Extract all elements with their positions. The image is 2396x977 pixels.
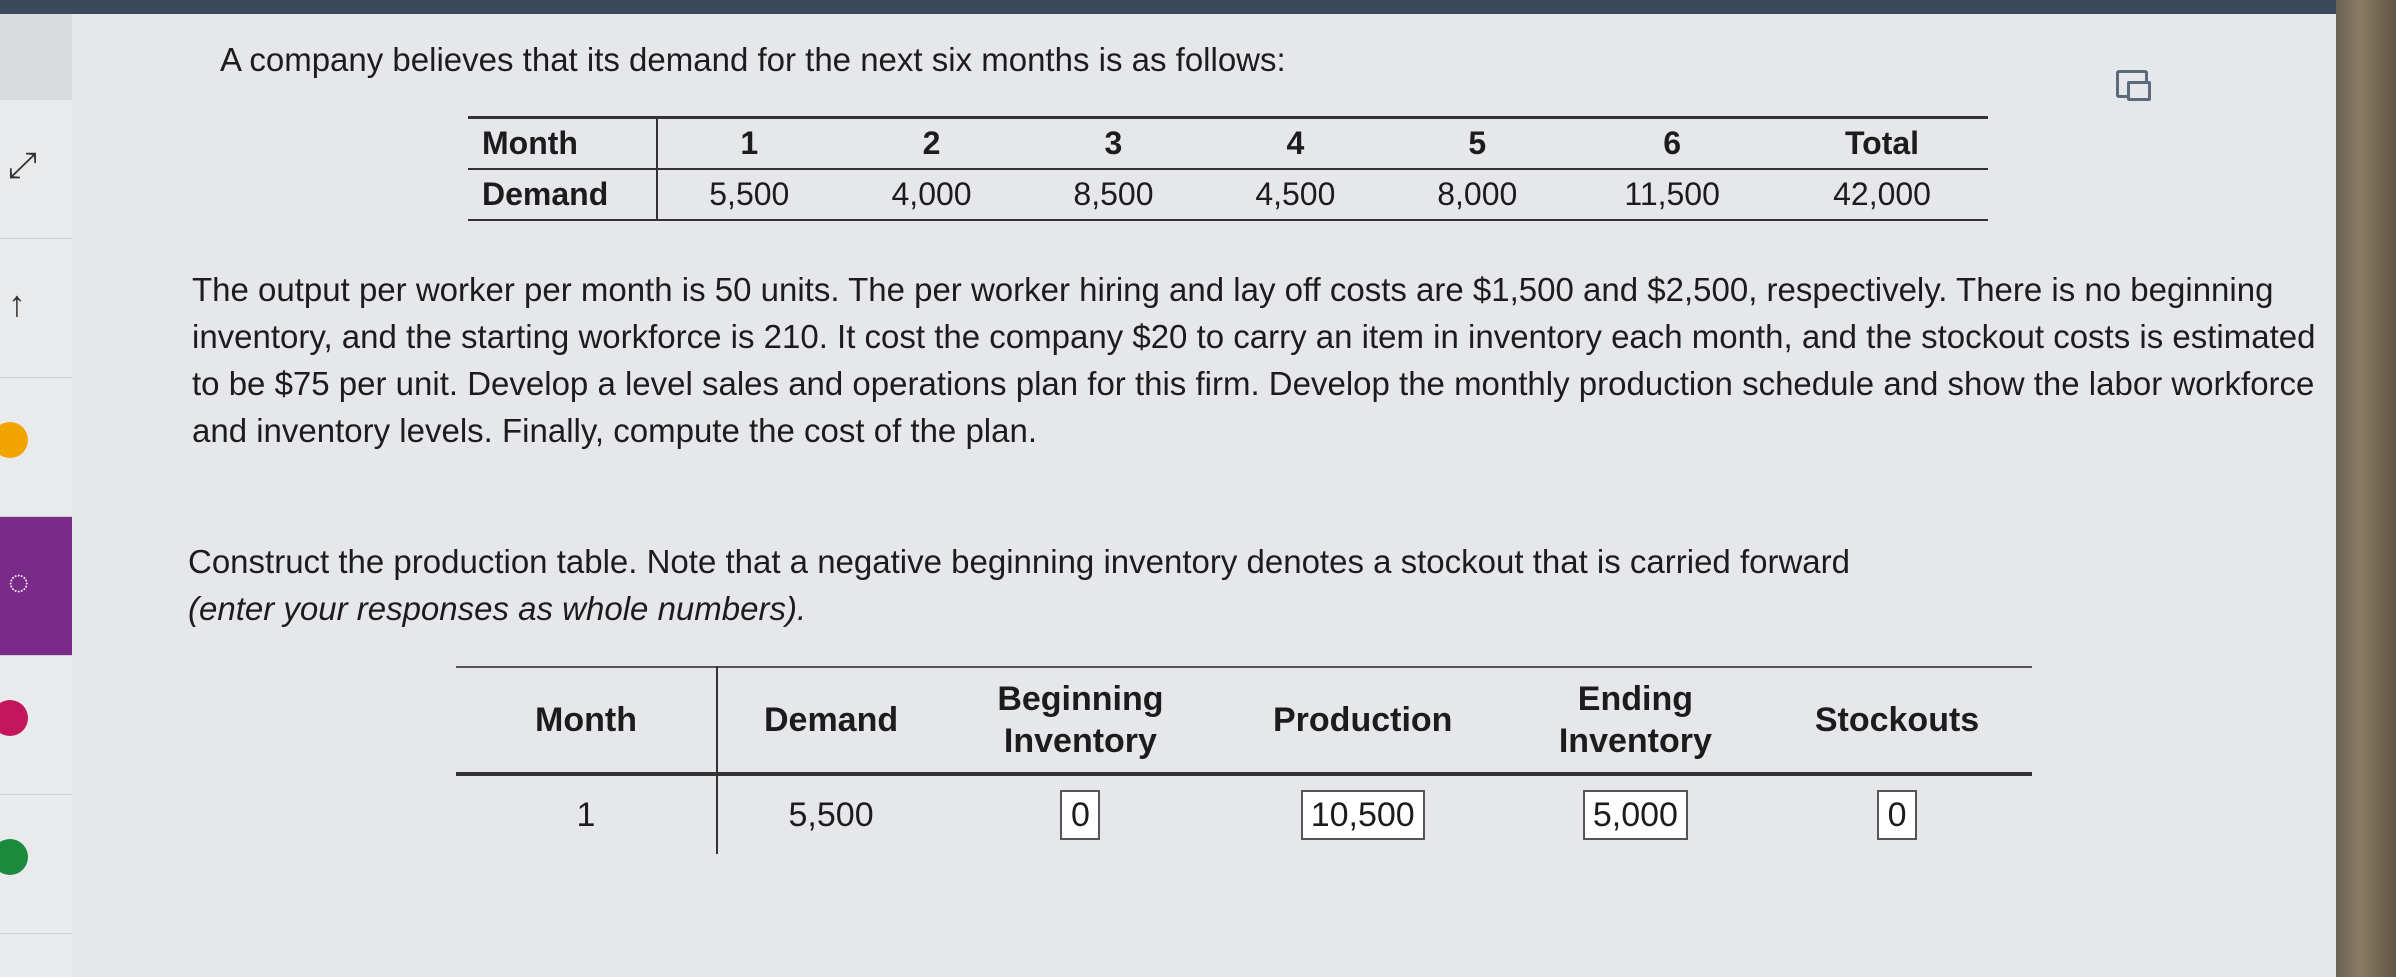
demand-cell: 4,500 <box>1204 169 1386 220</box>
expand-button[interactable] <box>0 100 72 239</box>
row-label-month: Month <box>468 118 657 170</box>
row-label-demand: Demand <box>468 169 657 220</box>
demand-cell-total: 42,000 <box>1776 169 1988 220</box>
scroll-up-button[interactable] <box>0 239 72 378</box>
month-cell: 5 <box>1386 118 1568 170</box>
check-x-icon <box>0 422 28 458</box>
row-production-cell <box>1217 774 1509 854</box>
header-demand: Demand <box>717 667 944 774</box>
month-cell: 3 <box>1023 118 1205 170</box>
question-item-green[interactable] <box>0 795 72 934</box>
header-month: Month <box>456 667 717 774</box>
demand-table <box>468 116 1988 221</box>
row-month: 1 <box>456 774 717 854</box>
row-demand: 5,500 <box>788 795 874 834</box>
left-sidebar <box>0 100 73 977</box>
stockouts-input[interactable]: 0 <box>1877 790 1917 840</box>
header-beginning-inventory-line1: Beginning <box>997 680 1164 718</box>
header-production: Production <box>1217 667 1509 774</box>
demand-cell: 4,000 <box>841 169 1023 220</box>
demand-cell: 11,500 <box>1568 169 1776 220</box>
copy-icon[interactable] <box>2116 70 2148 98</box>
month-cell: 4 <box>1204 118 1386 170</box>
question-panel <box>72 14 2336 977</box>
month-cell-total: Total <box>1776 118 1988 170</box>
ending-inventory-input[interactable]: 5,000 <box>1583 790 1688 840</box>
header-beginning-inventory-line2: Inventory <box>1003 722 1157 760</box>
demand-table-demand-row <box>468 169 1988 220</box>
background-edge <box>2336 0 2396 977</box>
header-stockouts: Stockouts <box>1762 667 2032 774</box>
month-cell: 1 <box>657 118 841 170</box>
status-dot-icon <box>0 839 28 875</box>
header-beginning-inventory <box>944 667 1217 774</box>
production-table-header <box>456 667 2032 774</box>
current-question-item[interactable] <box>0 517 72 656</box>
instruction-main: Construct the production table. Note that a negative beginning inventory denotes a stockout that is carried forward <box>188 543 1850 580</box>
instruction-text <box>188 538 2328 632</box>
month-cell: 2 <box>841 118 1023 170</box>
top-bar <box>0 0 2396 14</box>
progress-ring-icon: ◌ <box>8 561 30 602</box>
demand-cell: 8,500 <box>1023 169 1205 220</box>
question-item-pink[interactable] <box>0 656 72 795</box>
header-ending-inventory-line2: Inventory <box>1558 722 1712 760</box>
status-dot-icon <box>0 700 28 736</box>
demand-cell: 8,000 <box>1386 169 1568 220</box>
demand-table-month-row <box>468 118 1988 170</box>
instruction-italic: (enter your responses as whole numbers). <box>188 590 807 627</box>
month-cell: 6 <box>1568 118 1776 170</box>
row-beginning-inventory-cell <box>944 774 1217 854</box>
production-input[interactable]: 10,500 <box>1301 790 1425 840</box>
beginning-inventory-input[interactable]: 0 <box>1060 790 1100 840</box>
header-ending-inventory <box>1509 667 1762 774</box>
demand-cell: 5,500 <box>657 169 841 220</box>
row-ending-inventory-cell <box>1509 774 1762 854</box>
problem-text: The output per worker per month is 50 units. The per worker hiring and lay off costs are $1,500 and $2,500, respectively. There is no beginning inventory, and the starting workforce is 210. It cost the company $20 to carry an item in inventory each month, and the stockout costs is estimated to be $75 per unit. Develop a level sales and operations plan for this firm. Develop the monthly production schedule and show the labor workforce and inventory levels. Finally, compute the cost of the plan. <box>192 271 2316 449</box>
production-table <box>456 666 2032 854</box>
row-stockouts-cell <box>1762 774 2032 854</box>
header-ending-inventory-line1: Ending <box>1577 680 1693 718</box>
question-status-item[interactable] <box>0 378 72 517</box>
up-arrow-icon: ↑ <box>8 283 26 324</box>
table-row <box>456 774 2032 854</box>
intro-text: A company believes that its demand for the next six months is as follows: <box>220 41 1286 78</box>
expand-arrows-icon: ⤢ <box>8 144 37 185</box>
